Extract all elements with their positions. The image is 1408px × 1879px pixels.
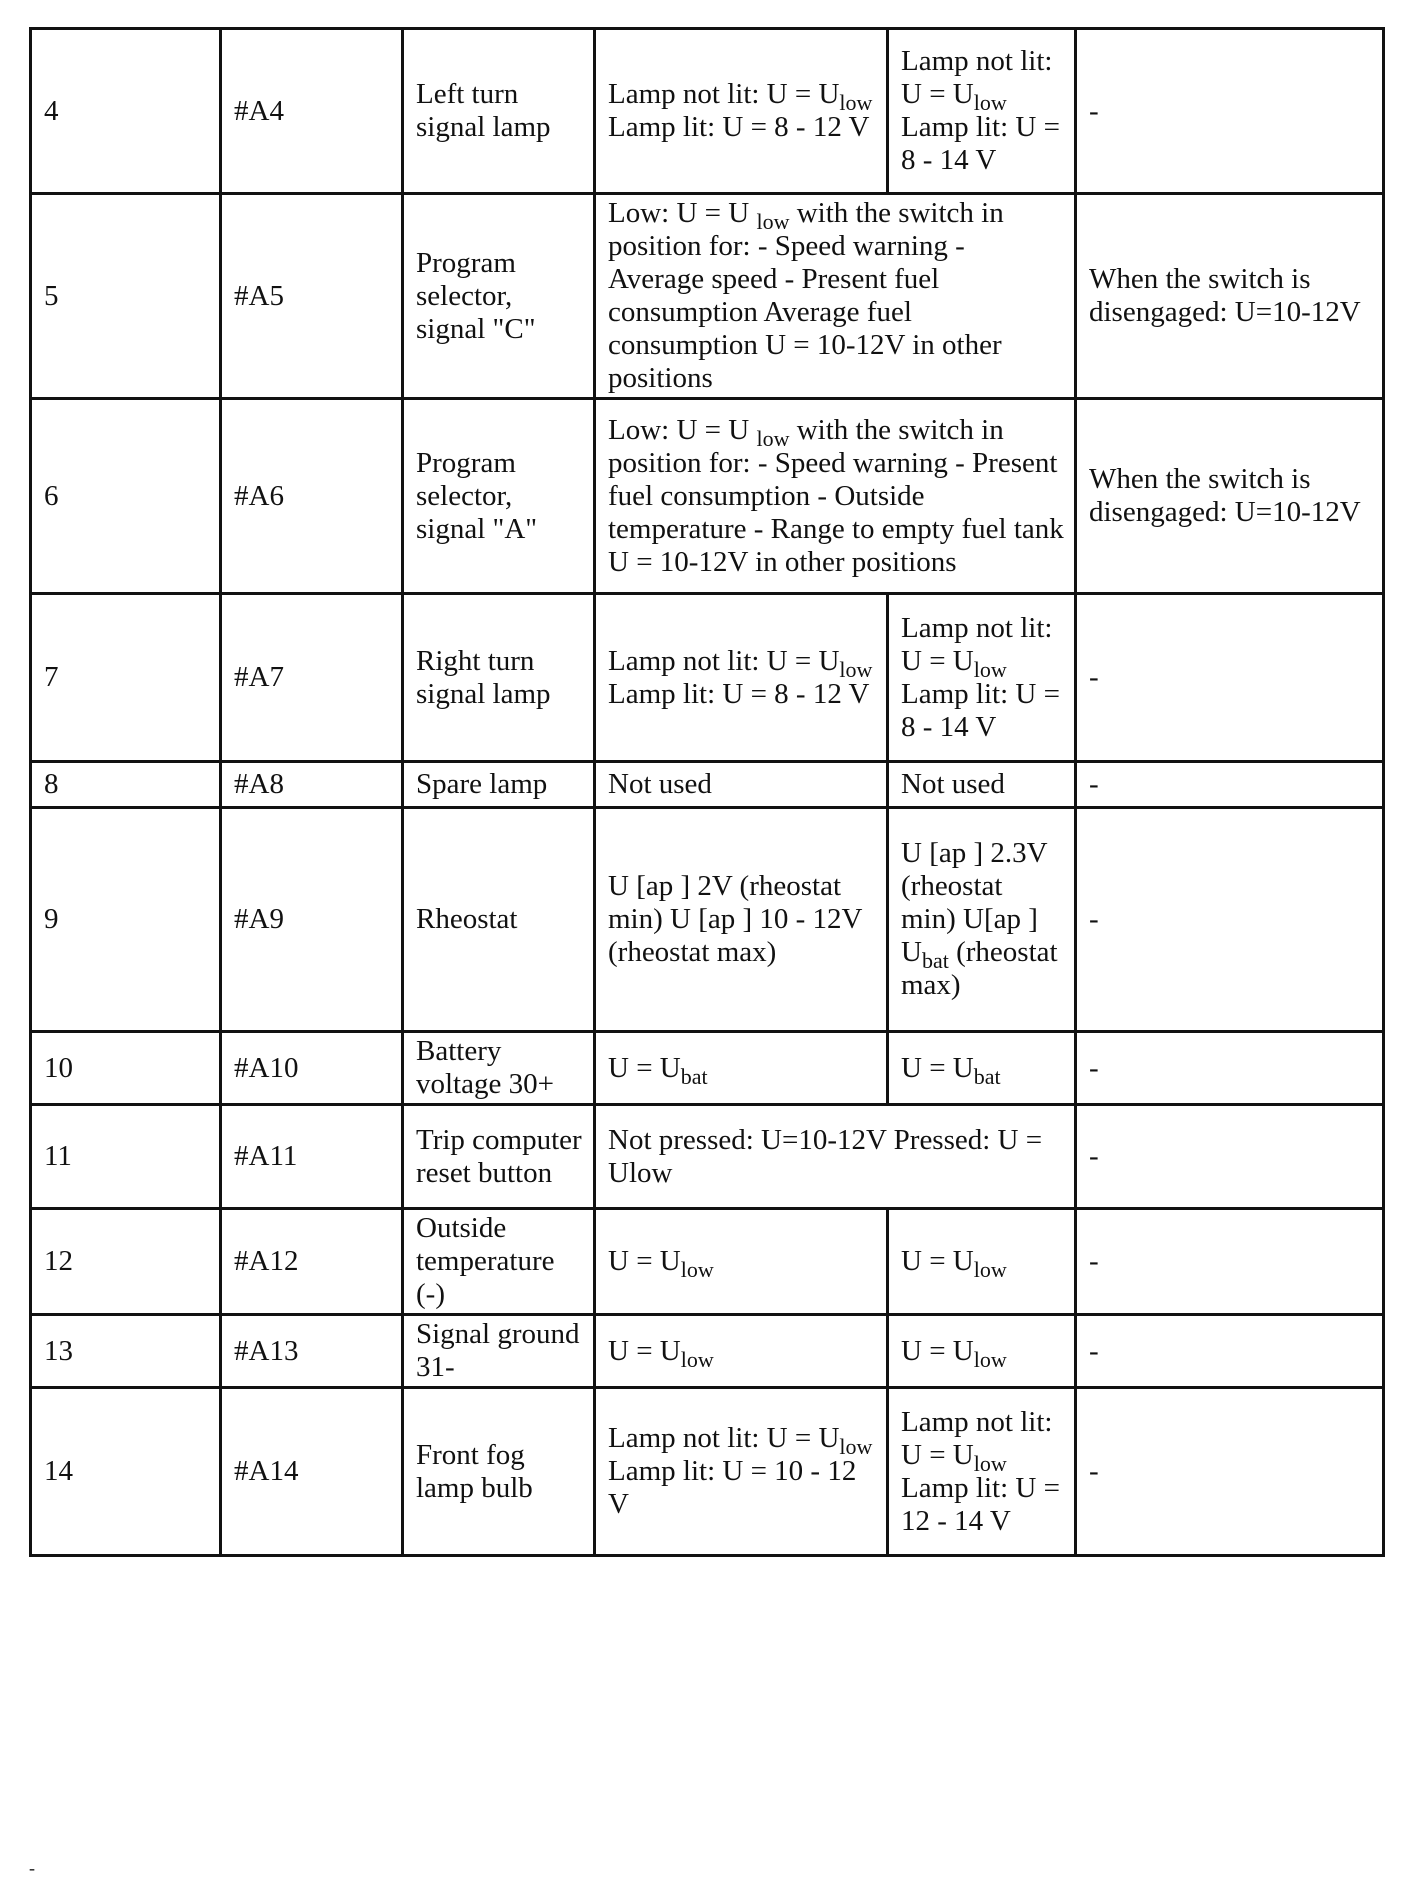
value-b-cell: [888, 29, 1076, 194]
subscript-text: bat: [921, 948, 949, 973]
table-row: [31, 1105, 1384, 1209]
signal-name-cell: Rheostat: [403, 808, 595, 1032]
signal-name-cell: Right turn signal lamp: [403, 594, 595, 762]
pin-value-table: [29, 27, 1385, 1557]
table-row: [31, 1032, 1384, 1105]
value-text: Lamp lit: U = 12 - 14 V: [901, 1471, 1060, 1537]
signal-name-cell: Outside temperature (-): [403, 1209, 595, 1315]
value-text: U [ap ] 2.3V (rheostat min) U[ap ] U: [901, 837, 1048, 968]
value-merged-cell: [595, 1105, 1076, 1209]
value-a-cell: [595, 1209, 888, 1315]
pin-code-cell: #A10: [221, 1032, 403, 1105]
page-mark: -: [29, 1858, 35, 1878]
pin-number-cell: 13: [31, 1315, 221, 1388]
pin-number-cell: 4: [31, 29, 221, 194]
note-cell: -: [1076, 1032, 1384, 1105]
note-cell: -: [1076, 594, 1384, 762]
pin-number-cell: 10: [31, 1032, 221, 1105]
subscript-text: low: [839, 656, 873, 682]
value-text: U = U: [901, 1334, 974, 1367]
subscript-text: low: [973, 1450, 1007, 1476]
pin-number-cell: 8: [31, 762, 221, 808]
subscript-text: low: [973, 1346, 1007, 1372]
value-a-cell: [595, 29, 888, 194]
value-text: Not pressed: U=10-12V Pressed: U = Ulow: [608, 1123, 1043, 1189]
value-b-cell: [888, 808, 1076, 1032]
value-text: Lamp not lit: U = U: [608, 1422, 840, 1454]
signal-name-cell: Left turn signal lamp: [403, 29, 595, 194]
pin-number-cell: 9: [31, 808, 221, 1032]
subscript-text: low: [973, 656, 1007, 682]
value-a-cell: [595, 594, 888, 762]
note-cell: -: [1076, 1315, 1384, 1388]
pin-code-cell: #A6: [221, 399, 403, 594]
value-text: Low: U = U: [608, 413, 757, 446]
note-cell: -: [1076, 762, 1384, 808]
subscript-text: low: [680, 1257, 714, 1282]
value-merged-cell: [595, 399, 1076, 594]
value-text: U = U: [608, 1051, 681, 1084]
value-text: Lamp lit: U = 8 - 12 V: [608, 677, 870, 710]
value-text: U = U: [901, 1245, 974, 1277]
pin-code-cell: #A13: [221, 1315, 403, 1388]
value-b-cell: [888, 1315, 1076, 1388]
value-text: with the switch in position for: - Speed warning - Present fuel consumption - Outside temperature - Range to empty fuel tank U = 10-12V in other positions: [608, 413, 1064, 578]
value-text: U = U: [608, 1245, 681, 1277]
subscript-text: low: [973, 1257, 1007, 1282]
value-text: Not used: [901, 768, 1005, 800]
table-row: [31, 399, 1384, 594]
value-text: Lamp not lit: U = U: [901, 45, 1053, 110]
note-cell: -: [1076, 1388, 1384, 1556]
table-row: [31, 194, 1384, 399]
value-text: with the switch in position for: - Speed warning - Average speed - Present fuel consumption Average fuel consumption U = 10-12V in other positions: [608, 197, 1004, 394]
value-text: (rheostat max): [901, 936, 1058, 1001]
signal-name-cell: Front fog lamp bulb: [403, 1388, 595, 1556]
value-b-cell: [888, 1209, 1076, 1315]
subscript-text: bat: [680, 1063, 708, 1089]
note-cell: -: [1076, 1105, 1384, 1209]
value-text: Not used: [608, 768, 712, 800]
subscript-text: low: [680, 1346, 714, 1372]
pin-code-cell: #A5: [221, 194, 403, 399]
pin-number-cell: 7: [31, 594, 221, 762]
value-text: Lamp lit: U = 10 - 12 V: [608, 1455, 857, 1520]
table-row: [31, 594, 1384, 762]
value-a-cell: [595, 1388, 888, 1556]
table-row: [31, 29, 1384, 194]
value-b-cell: [888, 1032, 1076, 1105]
value-a-cell: [595, 1315, 888, 1388]
value-text: Lamp not lit: U = U: [608, 78, 840, 110]
note-cell: When the switch is disengaged: U=10-12V: [1076, 399, 1384, 594]
value-text: Lamp not lit: U = U: [901, 611, 1053, 677]
note-cell: -: [1076, 29, 1384, 194]
pin-code-cell: #A14: [221, 1388, 403, 1556]
value-text: Lamp lit: U = 8 - 14 V: [901, 677, 1060, 743]
value-text: Lamp lit: U = 8 - 12 V: [608, 111, 870, 143]
value-a-cell: [595, 1032, 888, 1105]
value-b-cell: [888, 1388, 1076, 1556]
value-text: U [ap ] 2V (rheostat min) U [ap ] 10 - 12V (rheostat max): [608, 870, 862, 968]
table-row: [31, 1315, 1384, 1388]
value-a-cell: [595, 808, 888, 1032]
table-row: [31, 808, 1384, 1032]
table-row: [31, 762, 1384, 808]
value-text: U = U: [608, 1334, 681, 1367]
value-text: U = U: [901, 1051, 974, 1084]
value-text: Low: U = U: [608, 197, 757, 229]
value-text: Lamp not lit: U = U: [608, 644, 840, 677]
note-cell: -: [1076, 1209, 1384, 1315]
value-b-cell: [888, 762, 1076, 808]
pin-number-cell: 14: [31, 1388, 221, 1556]
note-cell: When the switch is disengaged: U=10-12V: [1076, 194, 1384, 399]
pin-code-cell: #A4: [221, 29, 403, 194]
value-text: Lamp not lit: U = U: [901, 1405, 1053, 1471]
value-text: Lamp lit: U = 8 - 14 V: [901, 111, 1060, 176]
table-body: [31, 29, 1384, 1556]
subscript-text: low: [756, 425, 790, 451]
signal-name-cell: Program selector, signal "C": [403, 194, 595, 399]
pin-code-cell: #A7: [221, 594, 403, 762]
subscript-text: low: [839, 1434, 873, 1459]
signal-name-cell: Spare lamp: [403, 762, 595, 808]
signal-name-cell: Signal ground 31-: [403, 1315, 595, 1388]
signal-name-cell: Trip computer reset button: [403, 1105, 595, 1209]
table-row: [31, 1388, 1384, 1556]
pin-number-cell: 6: [31, 399, 221, 594]
subscript-text: low: [756, 209, 790, 234]
pin-number-cell: 12: [31, 1209, 221, 1315]
note-cell: -: [1076, 808, 1384, 1032]
subscript-text: low: [839, 90, 873, 115]
signal-name-cell: Program selector, signal "A": [403, 399, 595, 594]
pin-code-cell: #A8: [221, 762, 403, 808]
signal-name-cell: Battery voltage 30+: [403, 1032, 595, 1105]
pin-code-cell: #A12: [221, 1209, 403, 1315]
pin-number-cell: 5: [31, 194, 221, 399]
pin-code-cell: #A9: [221, 808, 403, 1032]
value-merged-cell: [595, 194, 1076, 399]
subscript-text: bat: [973, 1063, 1001, 1089]
table-row: [31, 1209, 1384, 1315]
pin-code-cell: #A11: [221, 1105, 403, 1209]
value-a-cell: [595, 762, 888, 808]
pin-number-cell: 11: [31, 1105, 221, 1209]
subscript-text: low: [973, 90, 1007, 115]
value-b-cell: [888, 594, 1076, 762]
